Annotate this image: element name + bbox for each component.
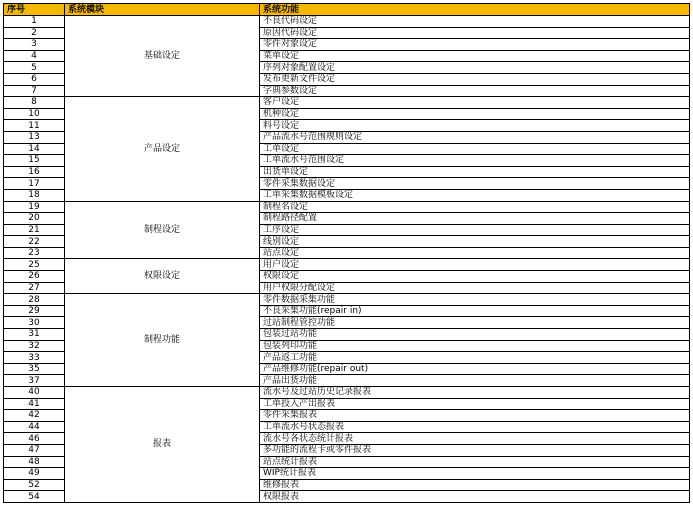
row-number: 47 bbox=[4, 444, 65, 456]
row-number: 48 bbox=[4, 456, 65, 468]
function-cell: 维修报表 bbox=[260, 479, 690, 491]
row-number: 16 bbox=[4, 166, 65, 178]
function-cell: 菜单设定 bbox=[260, 50, 690, 62]
function-cell: 出货单设定 bbox=[260, 166, 690, 178]
row-number: 18 bbox=[4, 189, 65, 201]
function-cell: 工单投入产出报表 bbox=[260, 398, 690, 410]
function-cell: 制程名设定 bbox=[260, 201, 690, 213]
row-number: 7 bbox=[4, 85, 65, 97]
function-cell: 零件采集数据设定 bbox=[260, 178, 690, 190]
row-number: 11 bbox=[4, 120, 65, 132]
table-row bbox=[4, 259, 690, 271]
function-cell: 零件数据采集功能 bbox=[260, 294, 690, 306]
row-number: 27 bbox=[4, 282, 65, 294]
header-row bbox=[4, 4, 690, 16]
row-number: 14 bbox=[4, 143, 65, 155]
function-cell: 站点统计报表 bbox=[260, 456, 690, 468]
table-row bbox=[4, 294, 690, 306]
module-cell: 基础设定 bbox=[65, 16, 260, 97]
row-number: 37 bbox=[4, 375, 65, 387]
row-number: 29 bbox=[4, 305, 65, 317]
function-cell: 用户设定 bbox=[260, 259, 690, 271]
function-cell: 流水号各状态统计报表 bbox=[260, 433, 690, 445]
function-cell: 零件采集报表 bbox=[260, 410, 690, 422]
row-number: 30 bbox=[4, 317, 65, 329]
function-cell: 产品流水号范围规则设定 bbox=[260, 131, 690, 143]
row-number: 1 bbox=[4, 16, 65, 28]
function-cell: 权限设定 bbox=[260, 271, 690, 283]
module-cell: 权限设定 bbox=[65, 259, 260, 294]
function-cell: WIP统计报表 bbox=[260, 468, 690, 480]
function-cell: 机种设定 bbox=[260, 108, 690, 120]
header-function: 系统功能 bbox=[260, 4, 690, 16]
row-number: 49 bbox=[4, 468, 65, 480]
function-cell: 用户权限分配设定 bbox=[260, 282, 690, 294]
row-number: 19 bbox=[4, 201, 65, 213]
row-number: 35 bbox=[4, 363, 65, 375]
function-cell: 序列对象配置设定 bbox=[260, 62, 690, 74]
function-cell: 包装过站功能 bbox=[260, 329, 690, 341]
row-number: 13 bbox=[4, 131, 65, 143]
row-number: 3 bbox=[4, 39, 65, 51]
row-number: 46 bbox=[4, 433, 65, 445]
table-row bbox=[4, 97, 690, 109]
function-cell: 发布更新文件设定 bbox=[260, 73, 690, 85]
function-cell: 流水号及过站历史记录报表 bbox=[260, 387, 690, 399]
header-no: 序号 bbox=[4, 4, 65, 16]
table-body bbox=[4, 16, 690, 503]
table-row bbox=[4, 201, 690, 213]
row-number: 54 bbox=[4, 491, 65, 503]
function-cell: 原因代码设定 bbox=[260, 27, 690, 39]
row-number: 23 bbox=[4, 247, 65, 259]
function-cell: 过站制程管控功能 bbox=[260, 317, 690, 329]
function-cell: 工单设定 bbox=[260, 143, 690, 155]
row-number: 28 bbox=[4, 294, 65, 306]
function-cell: 客户设定 bbox=[260, 97, 690, 109]
row-number: 40 bbox=[4, 387, 65, 399]
row-number: 33 bbox=[4, 352, 65, 364]
row-number: 42 bbox=[4, 410, 65, 422]
function-cell: 制程路径配置 bbox=[260, 213, 690, 225]
row-number: 22 bbox=[4, 236, 65, 248]
module-cell: 制程设定 bbox=[65, 201, 260, 259]
row-number: 41 bbox=[4, 398, 65, 410]
function-cell: 产品返工功能 bbox=[260, 352, 690, 364]
row-number: 32 bbox=[4, 340, 65, 352]
row-number: 6 bbox=[4, 73, 65, 85]
row-number: 21 bbox=[4, 224, 65, 236]
row-number: 4 bbox=[4, 50, 65, 62]
module-cell: 产品设定 bbox=[65, 97, 260, 201]
row-number: 15 bbox=[4, 155, 65, 167]
row-number: 31 bbox=[4, 329, 65, 341]
table-row bbox=[4, 16, 690, 28]
row-number: 26 bbox=[4, 271, 65, 283]
function-cell: 料号设定 bbox=[260, 120, 690, 132]
function-cell: 权限报表 bbox=[260, 491, 690, 503]
function-cell: 不良代码设定 bbox=[260, 16, 690, 28]
function-cell: 产品维修功能(repair out) bbox=[260, 363, 690, 375]
function-cell: 工单流水号状态报表 bbox=[260, 421, 690, 433]
row-number: 44 bbox=[4, 421, 65, 433]
row-number: 20 bbox=[4, 213, 65, 225]
row-number: 25 bbox=[4, 259, 65, 271]
row-number: 10 bbox=[4, 108, 65, 120]
module-cell: 制程功能 bbox=[65, 294, 260, 387]
row-number: 2 bbox=[4, 27, 65, 39]
function-list-table bbox=[3, 3, 690, 503]
table-row bbox=[4, 387, 690, 399]
module-cell: 报表 bbox=[65, 387, 260, 503]
function-cell: 线别设定 bbox=[260, 236, 690, 248]
function-cell: 不良采集功能(repair in) bbox=[260, 305, 690, 317]
function-cell: 多功能的流程卡或零件报表 bbox=[260, 444, 690, 456]
header-module: 系统模块 bbox=[65, 4, 260, 16]
row-number: 5 bbox=[4, 62, 65, 74]
function-cell: 包装列印功能 bbox=[260, 340, 690, 352]
function-cell: 产品出货功能 bbox=[260, 375, 690, 387]
function-cell: 站点设定 bbox=[260, 247, 690, 259]
function-cell: 字典参数设定 bbox=[260, 85, 690, 97]
function-cell: 工单流水号范围设定 bbox=[260, 155, 690, 167]
function-cell: 工序设定 bbox=[260, 224, 690, 236]
row-number: 8 bbox=[4, 97, 65, 109]
function-cell: 零件对象设定 bbox=[260, 39, 690, 51]
function-cell: 工单采集数据模板设定 bbox=[260, 189, 690, 201]
row-number: 17 bbox=[4, 178, 65, 190]
row-number: 52 bbox=[4, 479, 65, 491]
